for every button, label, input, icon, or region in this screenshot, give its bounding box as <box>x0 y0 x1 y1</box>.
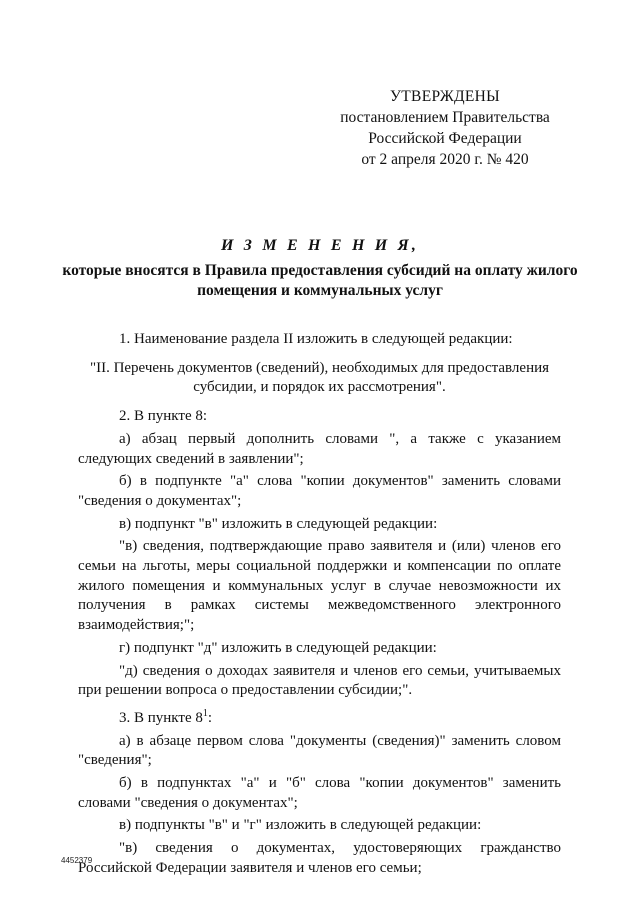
paragraph-2: "II. Перечень документов (сведений), необходимых для предоставления субсидии, и порядок их рассмотрения". <box>89 359 550 396</box>
paragraph-1: 1. Наименование раздела II изложить в следующей редакции: <box>119 331 513 347</box>
paragraph-6: в) подпункт "в" изложить в следующей редакции: <box>119 515 438 532</box>
document-body <box>78 330 561 882</box>
approval-title: УТВЕРЖДЕНЫ <box>390 88 500 105</box>
approval-line-2: постановлением Правительства <box>340 109 550 126</box>
document-heading <box>40 236 600 301</box>
paragraph-12: б) в подпунктах "а" и "б" слова "копии документов" заменить словами "сведения о документах"; <box>78 775 561 811</box>
paragraph-4: а) абзац первый дополнить словами ", а также с указанием следующих сведений в заявлении"; <box>78 430 561 467</box>
approval-block <box>320 86 570 170</box>
paragraph-11: а) в абзаце первом слова "документы (сведения)" заменить словом "сведения"; <box>78 732 561 769</box>
document-code: 4452379 <box>61 856 93 865</box>
paragraph-3: 2. В пункте 8: <box>119 408 208 425</box>
paragraph-10 <box>78 704 561 729</box>
paragraph-5: б) в подпункте "а" слова "копии документов" заменить словами "сведения о документах"; <box>78 473 561 509</box>
approval-date-number: от 2 апреля 2020 г. № 420 <box>361 151 529 168</box>
paragraph-10-superscript: 1 <box>202 707 208 719</box>
paragraph-7: "в) сведения, подтверждающие право заявителя и (или) членов его семьи на льготы, меры социальной поддержки и компенсации по оплате жилого помещения и коммунальных услуг в случае невозможности их получения в рамках системы межведомственного электронного взаимодействия;"; <box>78 538 561 634</box>
heading-title: И З М Е Н Е Н И Я, <box>220 237 420 254</box>
paragraph-9: "д) сведения о доходах заявителя и членов его семьи, учитываемых при решении вопроса о предоставлении субсидии;". <box>78 662 561 699</box>
paragraph-14: "в) сведения о документах, удостоверяющих гражданство Российской Федерации заявителя и членов его семьи; <box>78 840 561 876</box>
paragraph-10-text: 3. В пункте 8 <box>119 709 203 726</box>
paragraph-10-end: : <box>207 709 213 726</box>
approval-line-3: Российской Федерации <box>368 130 522 147</box>
heading-subtitle: которые вносятся в Правила предоставления субсидий на оплату жилого помещения и коммунальных услуг <box>62 262 578 299</box>
paragraph-8: г) подпункт "д" изложить в следующей редакции: <box>119 639 437 656</box>
paragraph-13: в) подпункты "в" и "г" изложить в следующей редакции: <box>119 817 482 834</box>
